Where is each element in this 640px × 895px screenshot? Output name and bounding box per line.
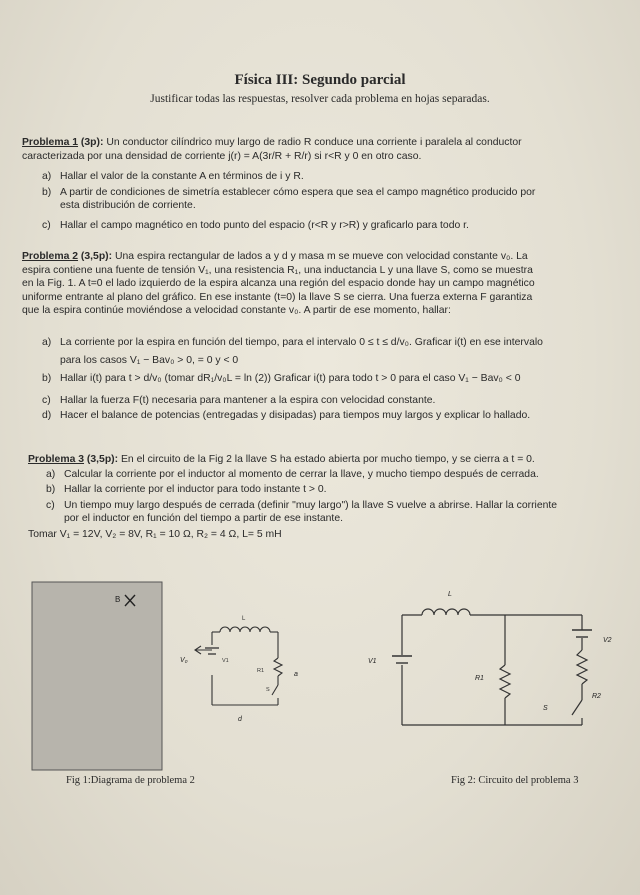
problem-1-line1: Un conductor cilíndrico muy largo de radio R conduce una corriente i paralela al conductor (103, 137, 522, 148)
inductor-l-label: L (448, 591, 452, 598)
problem-2-item-c: c) Hallar la fuerza F(t) necesaria para mantener a la espira con velocidad constante. (42, 395, 436, 406)
problem-3-points: (3,5p): (86, 454, 119, 465)
figure-1-caption: Fig 1:Diagrama de problema 2 (66, 775, 195, 786)
resistor-r1-label: R1 (475, 675, 484, 682)
battery-v1 (392, 656, 412, 663)
voltage-source-v1 (205, 648, 219, 654)
problem-2-item-b: b) Hallar i(t) para t > d/v₀ (tomar dR₁/v₀L = ln (2)) Graficar i(t) para todo t > 0 para el caso V₁ − Bav₀ < 0 (42, 373, 521, 384)
loop-inductor-label: L (242, 616, 246, 622)
resistor-r2-label: R2 (592, 693, 601, 700)
problem-2-name: Problema 2 (22, 251, 79, 262)
figure-2-caption: Fig 2: Circuito del problema 3 (451, 775, 579, 786)
problem-2-statement: Problema 2 (3,5p): Una espira rectangular de lados a y d y masa m se mueve con velocidad constante v₀. La espira contiene una fuente de tensión V₁, una resistencia R₁, una inductancia L y una llave S, como se muestra en la Fig. 1. A t=0 el lado izquierdo de la espira alcanza una región del espacio donde hay un campo magnético uniforme entrante al plano del gráfico. En ese instante (t=0) la llave S se cierra. Una fuerza externa F garantiza que la espira continúe moviéndose a velocidad constante v₀. A partir de ese momento, hallar: (22, 251, 535, 317)
side-a-label: a (294, 671, 298, 678)
problem-1-statement (22, 136, 622, 163)
rectangular-loop (212, 627, 282, 705)
problem-3-statement: Problema 3 (3,5p): En el circuito de la Fig 2 la llave S ha estado abierta por mucho tiempo, y se cierra a t = 0. (28, 454, 535, 465)
problem-2-points: (3,5p): (80, 251, 113, 262)
problem-1-item-c: c) Hallar el campo magnético en todo punto del espacio (r<R y r>R) y graficarlo para todo r. (42, 220, 469, 231)
loop-s-label: S (266, 687, 270, 693)
problem-1-points: (3p): (80, 137, 104, 148)
v0-label: V₀ (180, 657, 188, 664)
problem-3-item-a: a) Calcular la corriente por el inductor al momento de cerrar la llave, y mucho tiempo después de cerrada. (46, 469, 539, 480)
problem-1-name: Problema 1 (22, 137, 79, 148)
exam-subtitle: Justificar todas las respuestas, resolver cada problema en hojas separadas. (150, 93, 490, 105)
figure-1-diagram (30, 580, 340, 775)
problem-1-item-b: b) A partir de condiciones de simetría establecer cómo espera que sea el campo magnético producido por esta distribución de corriente. (42, 187, 536, 212)
b-field-label: B (115, 595, 121, 604)
switch-s-label: S (543, 705, 548, 712)
problem-3-item-b: b) Hallar la corriente por el inductor para todo instante t > 0. (46, 484, 327, 495)
source-v2-label: V2 (603, 637, 612, 644)
problem-3-item-c: c) Un tiempo muy largo después de cerrada (definir "muy largo") la llave S vuelve a abrirse. Hallar la corriente por el inductor en función del tiempo a partir de ese instante. (46, 500, 558, 525)
battery-v2 (572, 630, 592, 637)
problem-1-item-a: a) Hallar el valor de la constante A en términos de i y R. (42, 171, 304, 182)
loop-v1-label: V1 (222, 658, 229, 664)
problem-2-item-a: a) La corriente por la espira en función del tiempo, para el intervalo 0 ≤ t ≤ d/v₀. Graficar i(t) en ese intervalo para los casos V₁ − Bav₀ > 0, = 0 y < 0 (42, 337, 543, 366)
problem-2-item-d: d) Hacer el balance de potencias (entregadas y disipadas) para tiempos muy largos y explicar lo hallado. (42, 410, 531, 421)
loop-r1-label: R1 (257, 668, 265, 674)
figure-2-circuit (360, 570, 630, 775)
exam-title: Física III: Segundo parcial (234, 72, 406, 88)
side-d-label: d (238, 716, 242, 723)
problem-3-values: Tomar V₁ = 12V, V₂ = 8V, R₁ = 10 Ω, R₂ = 4 Ω, L= 5 mH (28, 529, 282, 540)
source-v1-label: V1 (368, 658, 377, 665)
circuit-wires (402, 609, 587, 725)
magnetic-field-region (32, 582, 162, 770)
problem-3-name: Problema 3 (28, 454, 85, 465)
problem-1-line2: caracterizada por una densidad de corriente j(r) = A(3r/R + R/r) si r<R y 0 en otro caso. (22, 150, 422, 162)
velocity-arrow-icon (195, 646, 212, 654)
